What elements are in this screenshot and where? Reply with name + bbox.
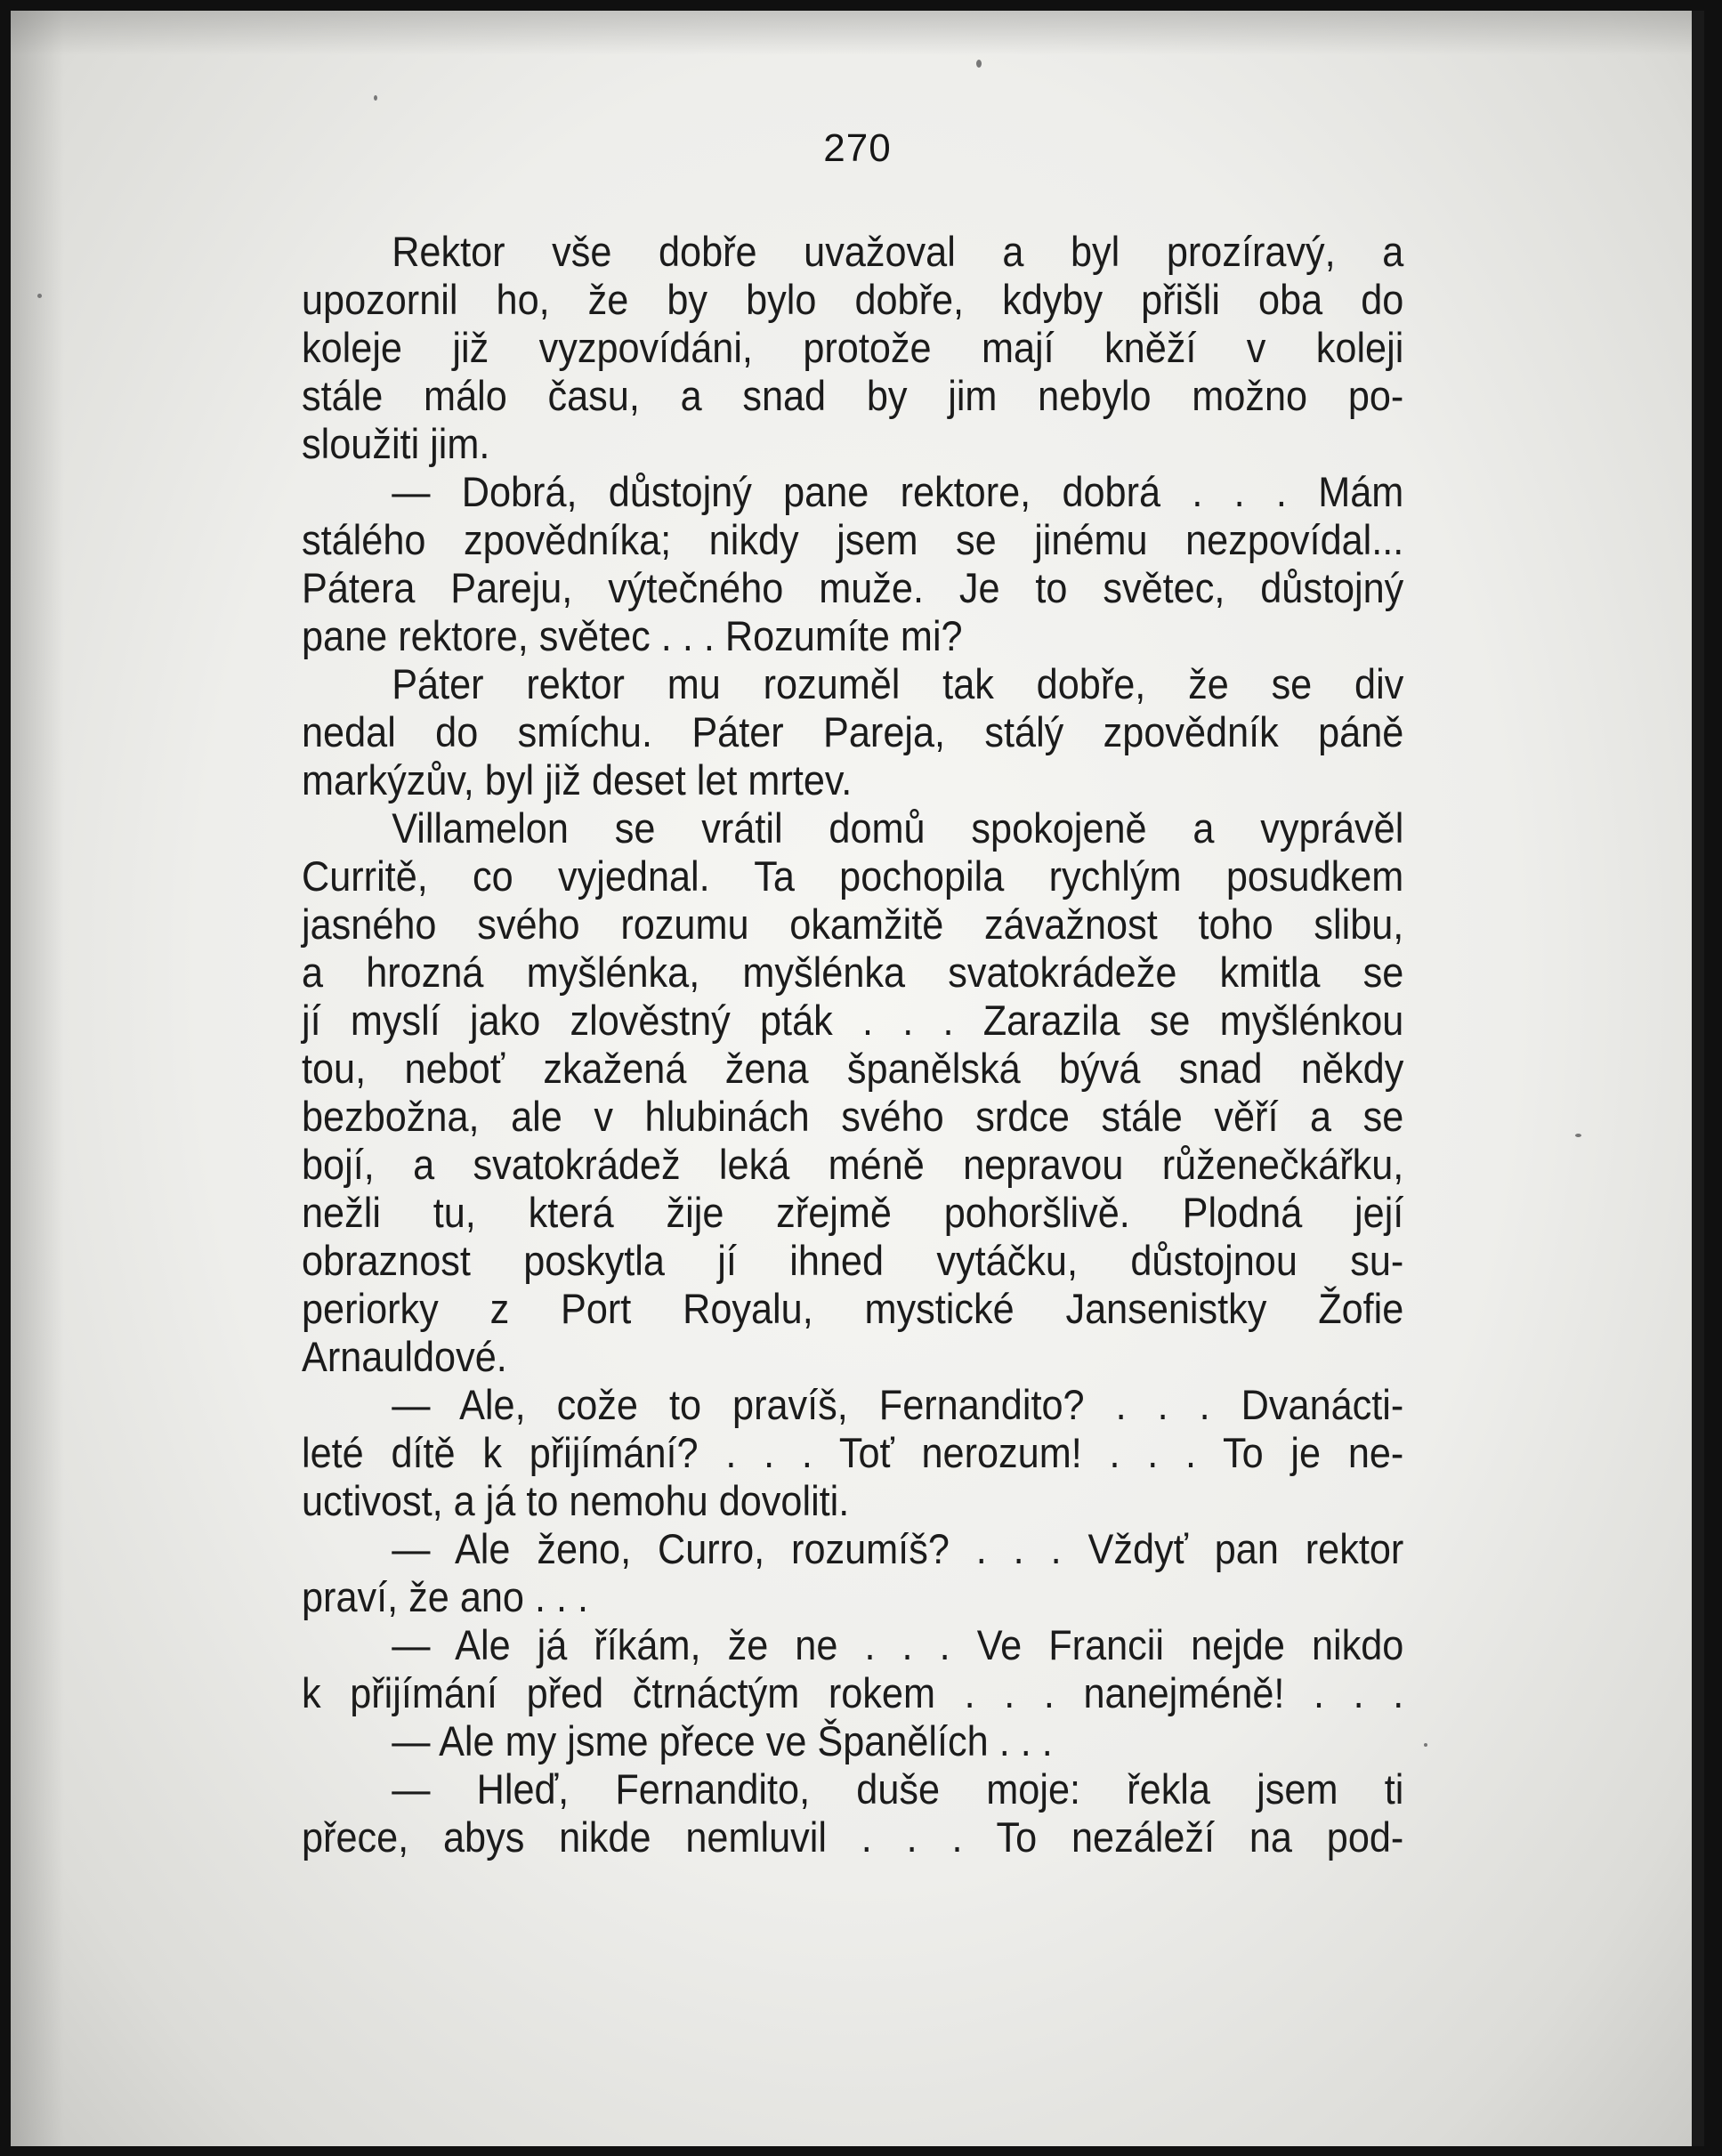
text-line: praví, že ano . . .	[302, 1573, 589, 1620]
paper-sheet	[11, 11, 1704, 2146]
dust-speck	[1575, 1134, 1581, 1137]
text-line: upozornil ho, že by bylo dobře, kdyby přišli oba do	[302, 276, 1404, 323]
dust-speck	[37, 294, 42, 298]
text-line: bezbožna, ale v hlubinách svého srdce stále věří a se	[302, 1093, 1404, 1140]
text-line: nedal do smíchu. Páter Pareja, stálý zpovědník páně	[302, 708, 1404, 755]
dust-speck	[1424, 1743, 1427, 1747]
text-line: — Ale ženo, Curro, rozumíš? . . . Vždyť pan rektor	[392, 1525, 1404, 1572]
text-line: — Ale, cože to pravíš, Fernandito? . . . Dvanácti-	[392, 1381, 1404, 1428]
text-line: Páter rektor mu rozuměl tak dobře, že se div	[392, 660, 1404, 707]
right-dark-edge	[1692, 11, 1704, 2146]
text-line: periorky z Port Royalu, mystické Jansenistky Žofie	[302, 1285, 1404, 1332]
text-line: stálého zpovědníka; nikdy jsem se jinému nezpovídal...	[302, 516, 1404, 563]
text-line: pane rektore, světec . . . Rozumíte mi?	[302, 612, 963, 659]
text-line: — Hleď, Fernandito, duše moje: řekla jsem ti	[392, 1765, 1404, 1813]
text-line: Pátera Pareju, výtečného muže. Je to světec, důstojný	[302, 564, 1404, 611]
text-line: jí myslí jako zlověstný pták . . . Zarazila se myšlénkou	[302, 997, 1404, 1044]
text-line: bojí, a svatokrádež leká méně nepravou růženečkářku,	[302, 1141, 1404, 1188]
text-line: — Ale my jsme přece ve Španělích . . .	[392, 1717, 1053, 1764]
text-line: uctivost, a já to nemohu dovoliti.	[302, 1477, 850, 1524]
top-edge-shadow	[11, 11, 1704, 55]
text-line: stále málo času, a snad by jim nebylo možno po-	[302, 372, 1404, 419]
left-edge-shadow	[11, 11, 64, 2146]
text-line: nežli tu, která žije zřejmě pohoršlivě. Plodná její	[302, 1189, 1404, 1236]
text-line: Arnauldové.	[302, 1333, 507, 1380]
text-line: markýzův, byl již deset let mrtev.	[302, 756, 853, 803]
text-line: Curritě, co vyjednal. Ta pochopila rychlým posudkem	[302, 852, 1404, 900]
text-line: Villamelon se vrátil domů spokojeně a vyprávěl	[392, 804, 1404, 852]
text-line: jasného svého rozumu okamžitě závažnost toho slibu,	[302, 900, 1404, 948]
text-line: přece, abys nikde nemluvil . . . To nezáleží na pod-	[302, 1813, 1404, 1861]
text-line: k přijímání před čtrnáctým rokem . . . nanejméně! . . .	[302, 1669, 1404, 1716]
text-line: — Dobrá, důstojný pane rektore, dobrá . . . Mám	[392, 468, 1404, 515]
text-line: tou, neboť zkažená žena španělská bývá snad někdy	[302, 1045, 1404, 1092]
body-text	[302, 228, 1403, 1861]
text-line: obraznost poskytla jí ihned vytáčku, důstojnou su-	[302, 1237, 1404, 1284]
text-line: sloužiti jim.	[302, 420, 490, 467]
text-line: a hrozná myšlénka, myšlénka svatokrádeže kmitla se	[302, 949, 1404, 996]
text-line: koleje již vyzpovídáni, protože mají kněží v koleji	[302, 324, 1404, 371]
text-line: leté dítě k přijímání? . . . Toť nerozum! . . . To je ne-	[302, 1429, 1404, 1476]
dust-speck	[374, 95, 377, 101]
dust-speck	[976, 60, 982, 68]
page-number: 270	[823, 126, 892, 170]
text-line: Rektor vše dobře uvažoval a byl prozíravý, a	[392, 228, 1404, 275]
text-line: — Ale já říkám, že ne . . . Ve Francii nejde nikdo	[392, 1621, 1404, 1668]
